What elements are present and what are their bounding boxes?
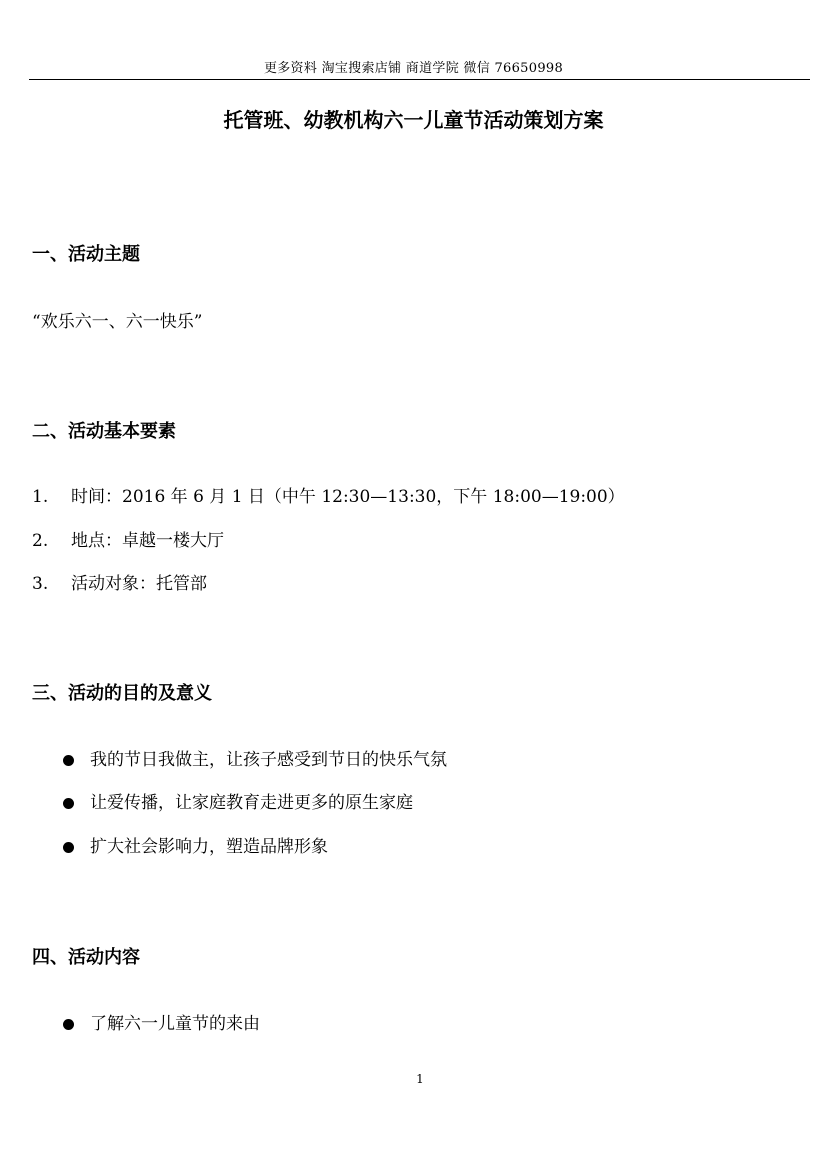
bullet-item: [62, 1012, 260, 1036]
list-item-audience: [32, 572, 207, 596]
bullet-icon: [63, 1019, 74, 1030]
list-item-location: [32, 529, 224, 553]
list-number: 2.: [32, 531, 49, 551]
page-number: 1: [416, 1072, 424, 1086]
section-heading-content: 四、活动内容: [32, 947, 140, 968]
header-divider: [29, 79, 810, 80]
bullet-text: 扩大社会影响力，塑造品牌形象: [90, 837, 328, 857]
list-item-text: 活动对象：托管部: [71, 574, 207, 594]
list-item-text: 时间：2016 年 6 月 1 日（中午 12:30—13:30，下午 18:00—19:00）: [71, 487, 625, 507]
bullet-icon: [63, 842, 74, 853]
bullet-item: [62, 748, 447, 772]
list-number: 3.: [32, 574, 49, 594]
section-heading-purpose: 三、活动的目的及意义: [32, 683, 212, 704]
document-title: 托管班、幼教机构六一儿童节活动策划方案: [223, 108, 604, 132]
section-heading-basic-elements: 二、活动基本要素: [32, 421, 176, 442]
page-header: 更多资料 淘宝搜索店铺 商道学院 微信 76650998: [263, 61, 564, 76]
bullet-text: 了解六一儿童节的来由: [90, 1014, 260, 1034]
activity-theme-text: “欢乐六一、六一快乐”: [32, 312, 203, 332]
list-item-text: 地点：卓越一楼大厅: [71, 531, 224, 551]
list-item-time: [32, 485, 625, 509]
bullet-icon: [63, 755, 74, 766]
bullet-text: 我的节日我做主，让孩子感受到节日的快乐气氛: [90, 750, 447, 770]
list-number: 1.: [32, 487, 49, 507]
bullet-item: [62, 791, 413, 815]
section-heading-theme: 一、活动主题: [32, 244, 140, 265]
bullet-item: [62, 835, 328, 859]
bullet-icon: [63, 798, 74, 809]
bullet-text: 让爱传播，让家庭教育走进更多的原生家庭: [90, 793, 413, 813]
